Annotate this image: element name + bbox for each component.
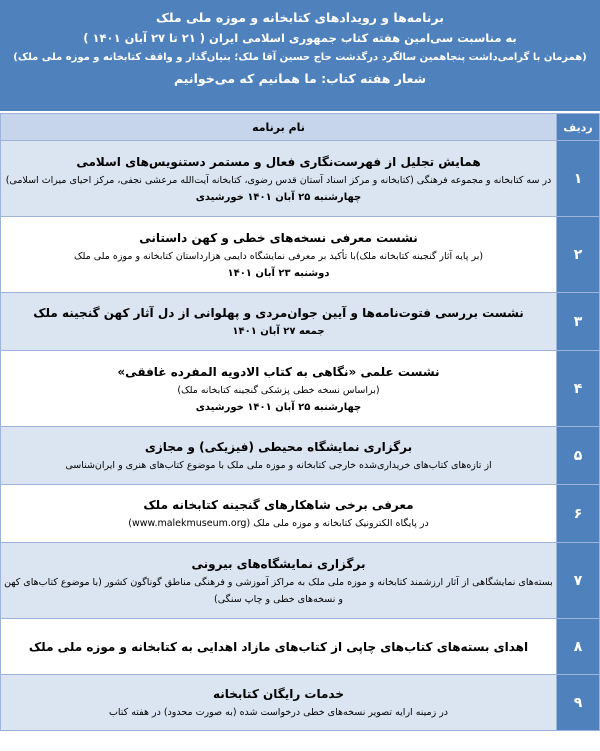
row-content [1,293,557,351]
program-title: اهدای بسته‌های کتاب‌های چاپی از کتاب‌های مازاد اهدایی به کتابخانه و موزه ملی ملک [28,639,529,654]
table-row [1,141,600,217]
program-title: خدمات رایگان کتابخانه [212,687,344,701]
row-content [1,485,557,543]
row-number: ۱ [557,141,600,217]
row-number: ۵ [557,427,600,485]
row-number: ۶ [557,485,600,543]
program-description [1,515,556,532]
row-content [1,543,557,619]
row-content [1,427,557,485]
table-row [1,675,600,731]
program-description-text: در پایگاه الکترونیک کتابخانه و موزه ملی ملک [253,518,429,529]
program-description: (بر پایه آثار گنجینه کتابخانه ملک)با تأکید بر معرفی نمایشگاه دایمی هزارداستان کتابخانه و موزه ملی ملک [73,250,484,262]
row-content [1,217,557,293]
program-description: (براساس نسخه خطی پزشکی گنجینه کتابخانه ملک) [177,384,380,396]
table-row [1,543,600,619]
row-content [1,675,557,731]
program-description: در زمینه ارایه تصویر نسخه‌های خطی درخواست شده (به صورت محدود) در هفته کتاب [108,707,449,718]
program-title: نشست بررسی فتوت‌نامه‌ها و آیین جوان‌مردی و پهلوانی از دل آثار کهن گنجینه ملک [33,306,524,320]
row-content [1,619,557,675]
row-number: ۷ [557,543,600,619]
program-title: نشست معرفی نسخه‌های خطی و کهن داستانی [139,230,418,245]
table-row [1,351,600,427]
row-number: ۸ [557,619,600,675]
header-banner [0,0,600,113]
row-content [1,141,557,217]
row-number: ۴ [557,351,600,427]
program-date: دوشنبه ۲۳ آبان ۱۴۰۱ [227,267,330,279]
table-header-row [1,114,600,141]
column-header-num: ردیف [557,114,600,141]
program-table [0,113,600,731]
table-row [1,427,600,485]
program-description: بسته‌های نمایشگاهی از آثار ارزشمند کتابخانه و موزه ملی ملک به مراکز آموزشی و فرهنگی مناطق گوناگون کشور (با موضوع کتاب‌های کهن و نسخه‌های خطی و چاپ سنگی) [4,576,553,605]
program-title: نشست علمی «نگاهی به کتاب الادویه المفرده غافقی» [117,364,440,379]
program-title: برگزاری نمایشگاه‌های بیرونی [191,556,366,571]
program-title: برگزاری نمایشگاه محیطی (فیزیکی) و مجازی [144,440,413,454]
table-row [1,485,600,543]
banner-slogan: شعار هفته کتاب: ما همانیم که می‌خوانیم [173,71,427,86]
program-description: از تازه‌های کتاب‌های خریداری‌شده خارجی کتابخانه و موزه ملی ملک با موضوع کتاب‌های هنری و ایران‌شناسی [65,460,492,471]
program-title: معرفی برخی شاهکارهای گنجینه کتابخانه ملک [143,498,414,512]
website-link[interactable]: (www.malekmuseum.org) [128,518,251,529]
table-row [1,293,600,351]
table-row [1,619,600,675]
banner-title: برنامه‌ها و رویدادهای کتابخانه و موزه ملی ملک [156,10,444,25]
row-content [1,351,557,427]
program-title: همایش تجلیل از فهرست‌نگاری فعال و مستمر دستنویس‌های اسلامی [76,154,481,169]
program-date: چهارشنبه ۲۵ آبان ۱۴۰۱ خورشیدی [195,401,362,413]
banner-occasion: به مناسبت سی‌امین هفته کتاب جمهوری اسلامی ایران ( ۲۱ تا ۲۷ آبان ۱۴۰۱ ) [83,31,517,45]
program-description: در سه کتابخانه و مجموعه فرهنگی (کتابخانه و مرکز اسناد آستان قدس رضوی، کتابخانه آیت‌الله مرعشی نجفی، مرکز احیای میراث اسلامی) [5,174,552,186]
row-number: ۹ [557,675,600,731]
banner-commemoration: (همزمان با گرامی‌داشت پنجاهمین سالگرد درگذشت حاج حسین آقا ملک؛ بنیان‌گذار و واقف کتابخانه و موزه ملی ملک) [13,52,587,63]
column-header-program: نام برنامه [1,114,557,141]
program-date: چهارشنبه ۲۵ آبان ۱۴۰۱ خورشیدی [195,191,362,203]
table-row [1,217,600,293]
row-number: ۳ [557,293,600,351]
program-date: جمعه ۲۷ آبان ۱۴۰۱ [232,326,325,337]
row-number: ۲ [557,217,600,293]
